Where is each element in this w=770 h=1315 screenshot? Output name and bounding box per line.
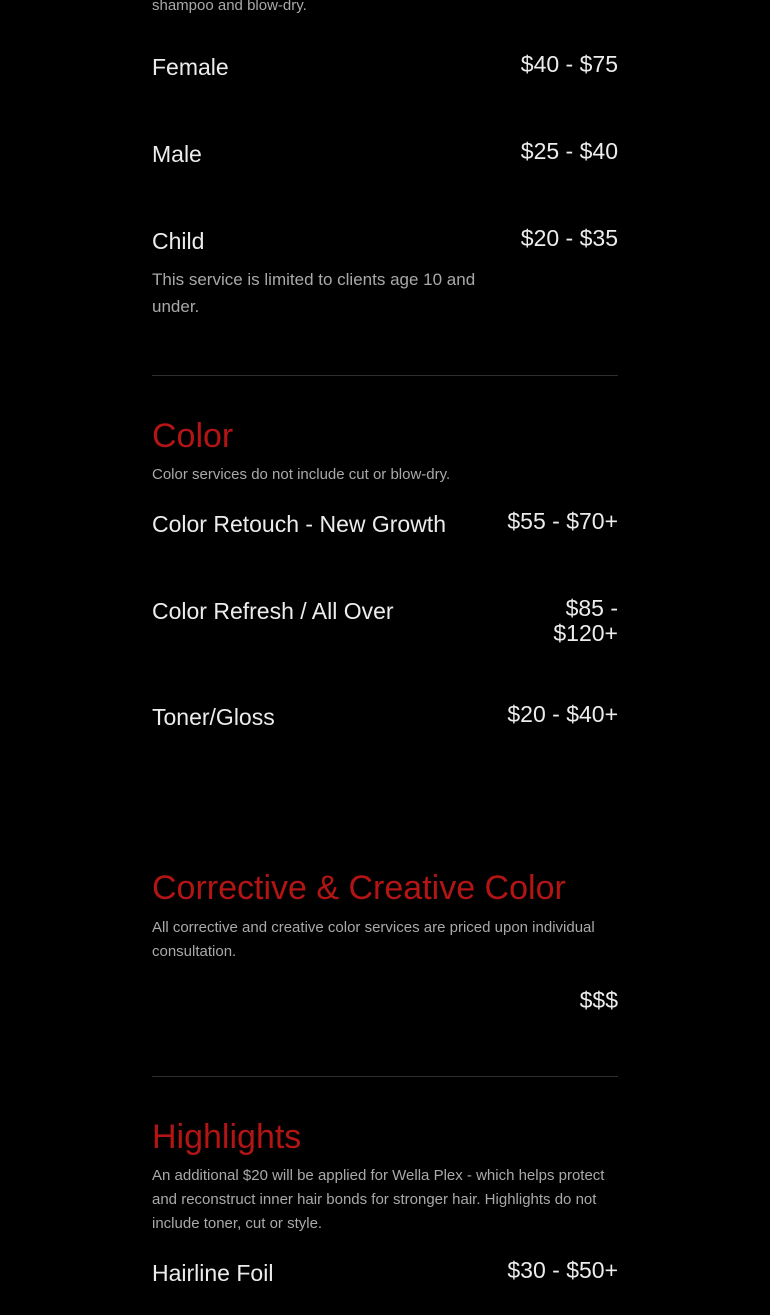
service-price: $20 - $35 [520,225,618,251]
service-name: Color Refresh / All Over [152,598,394,624]
service-price-line: $85 - [565,595,618,621]
service-row-toner-gloss [152,702,618,732]
service-name: Male [152,141,202,167]
service-name: Hairline Foil [152,1260,274,1286]
service-name: Toner/Gloss [152,704,275,730]
section-title-color: Color [152,417,234,455]
service-name: Child [152,228,205,254]
service-note: This service is limited to clients age 10 and under. [152,270,476,316]
service-name: Color Retouch - New Growth [152,511,446,537]
service-row-female [152,52,618,82]
price-menu [152,0,618,1288]
section-divider [152,1076,618,1077]
service-price: $20 - $40+ [507,701,618,727]
section-divider [152,375,618,376]
service-name: Female [152,54,229,80]
service-row-color-retouch [152,509,618,539]
service-price [553,596,618,646]
service-price: $55 - $70+ [507,508,618,534]
service-row-child [152,226,618,320]
section-title-corrective: Corrective & Creative Color [152,869,566,907]
section-description-color: Color services do not include cut or blow-dry. [152,466,451,483]
section-title-highlights: Highlights [152,1118,302,1156]
section-description-highlights: An additional $20 will be applied for Wella Plex - which helps protect and reconstruct inner hair bonds for stronger hair. Highlights do not include toner, cut or style. [152,1167,605,1232]
service-row-color-refresh [152,596,618,646]
haircut-description-tail: shampoo and blow-dry. [152,0,307,14]
service-row-child-header [152,226,618,256]
service-row-hairline-foil [152,1258,618,1288]
section-description-corrective: All corrective and creative color services are priced upon individual consultation. [152,919,595,960]
service-price: $40 - $75 [520,51,618,77]
service-row-corrective [152,988,618,1013]
service-row-male [152,139,618,169]
service-price: $$$ [579,987,618,1013]
service-price-line: $120+ [553,620,618,646]
service-price: $25 - $40 [520,138,618,164]
service-price: $30 - $50+ [507,1257,618,1283]
